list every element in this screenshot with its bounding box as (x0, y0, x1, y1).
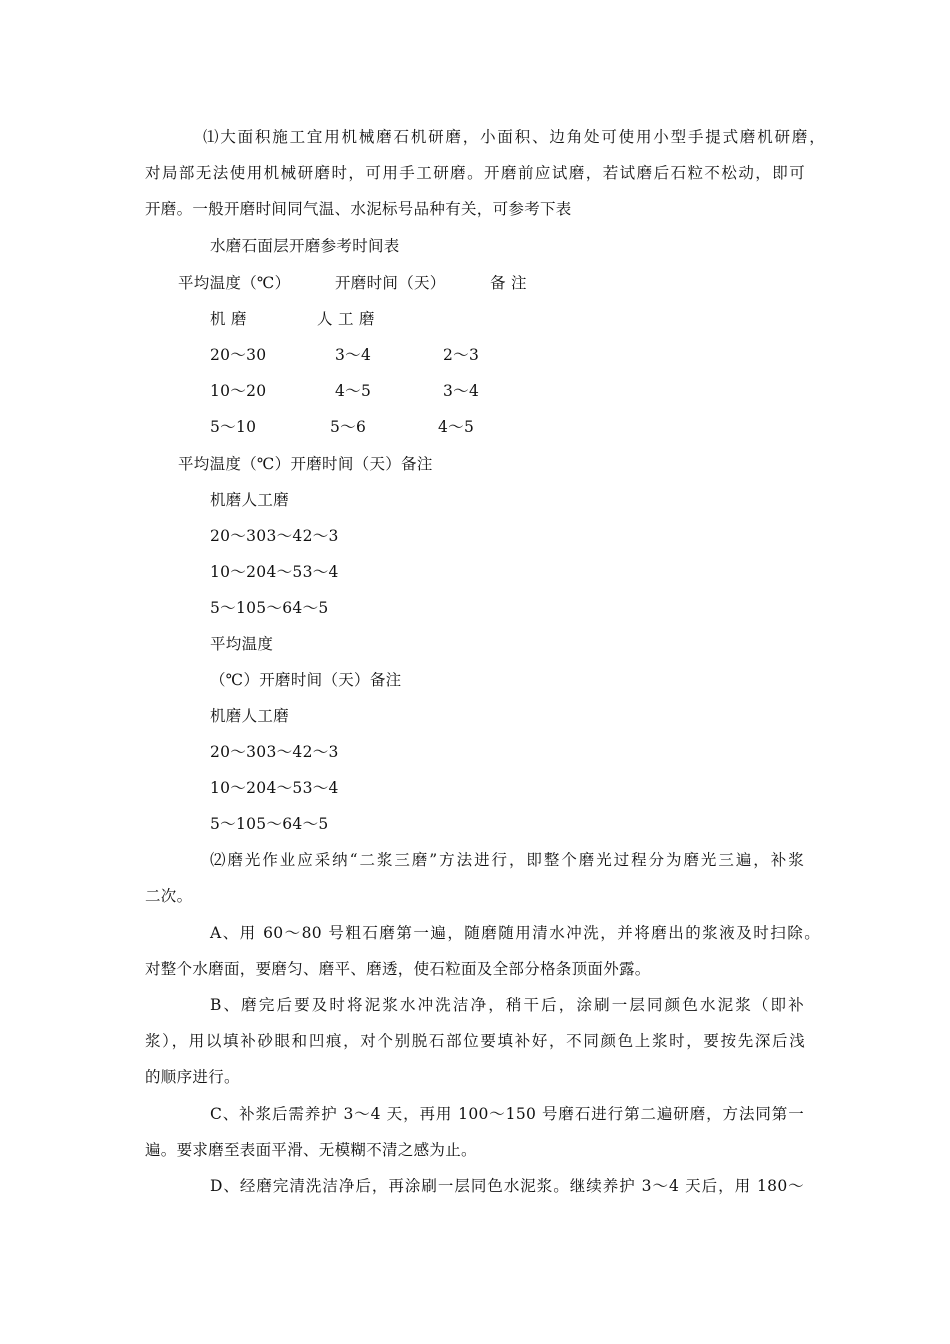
table-a-header-time: 开磨时间（天） (335, 274, 446, 292)
paragraph-a-line-2: 对整个水磨面，要磨匀、磨平、磨透，使石粒面及全部分格条顶面外露。 (145, 960, 651, 978)
paragraph-2-line-2: 二次。 (145, 887, 193, 905)
paragraph-b-line-2: 浆），用以填补砂眼和凹痕，对个别脱石部位要填补好，不同颜色上浆时，要按先深后浅 (145, 1032, 805, 1050)
table-a-header-note: 备 注 (490, 274, 527, 292)
paragraph-b-line-3: 的顺序进行。 (145, 1068, 240, 1086)
table-title: 水磨石面层开磨参考时间表 (210, 237, 400, 255)
table-c-header-1: 平均温度 (210, 635, 274, 653)
table-c-row-3: 5～105～64～5 (210, 815, 329, 833)
table-a-row-3-manual: 4～5 (438, 418, 475, 436)
paragraph-b-line-1: B、磨完后要及时将泥浆水冲洗洁净，稍干后，涂刷一层同颜色水泥浆（即补 (210, 996, 804, 1014)
table-b-row-2: 10～204～53～4 (210, 563, 339, 581)
table-a-row-1-temp: 20～30 (210, 346, 267, 364)
table-a-row-3-machine: 5～6 (330, 418, 367, 436)
table-c-subheader: 机磨人工磨 (210, 707, 290, 725)
table-c-header-2: （℃）开磨时间（天）备注 (210, 671, 402, 689)
paragraph-a-line-1: A、用 60～80 号粗石磨第一遍，随磨随用清水冲洗，并将磨出的浆液及时扫除。 (210, 924, 820, 942)
table-b-subheader: 机磨人工磨 (210, 491, 290, 509)
table-a-subheader-manual: 人 工 磨 (317, 310, 375, 328)
paragraph-d-line-1: D、经磨完清洗洁净后，再涂刷一层同色水泥浆。继续养护 3～4 天后，用 180～ (210, 1177, 804, 1195)
table-a-row-2-manual: 3～4 (443, 382, 480, 400)
paragraph-1-line-1: ⑴大面积施工宜用机械磨石机研磨，小面积、边角处可使用小型手提式磨机研磨， (203, 128, 825, 146)
table-b-row-1: 20～303～42～3 (210, 527, 339, 545)
paragraph-c-line-1: C、补浆后需养护 3～4 天，再用 100～150 号磨石进行第二遍研磨，方法同第一 (210, 1105, 804, 1123)
table-c-row-1: 20～303～42～3 (210, 743, 339, 761)
table-a-subheader-machine: 机 磨 (210, 310, 247, 328)
table-a-row-3-temp: 5～10 (210, 418, 257, 436)
paragraph-c-line-2: 遍。要求磨至表面平滑、无模糊不清之感为止。 (145, 1141, 477, 1159)
table-a-row-2-machine: 4～5 (335, 382, 372, 400)
table-c-row-2: 10～204～53～4 (210, 779, 339, 797)
table-a-header-temp: 平均温度（℃） (178, 274, 291, 292)
table-a-row-2-temp: 10～20 (210, 382, 267, 400)
paragraph-2-line-1: ⑵磨光作业应采纳“二浆三磨”方法进行，即整个磨光过程分为磨光三遍，补浆 (210, 851, 804, 869)
table-b-header: 平均温度（℃）开磨时间（天）备注 (178, 455, 433, 473)
table-b-row-3: 5～105～64～5 (210, 599, 329, 617)
paragraph-1-line-3: 开磨。一般开磨时间同气温、水泥标号品种有关，可参考下表 (145, 200, 572, 218)
paragraph-1-line-2: 对局部无法使用机械研磨时，可用手工研磨。开磨前应试磨，若试磨后石粒不松动，即可 (145, 164, 805, 182)
table-a-row-1-manual: 2～3 (443, 346, 480, 364)
table-a-row-1-machine: 3～4 (335, 346, 372, 364)
